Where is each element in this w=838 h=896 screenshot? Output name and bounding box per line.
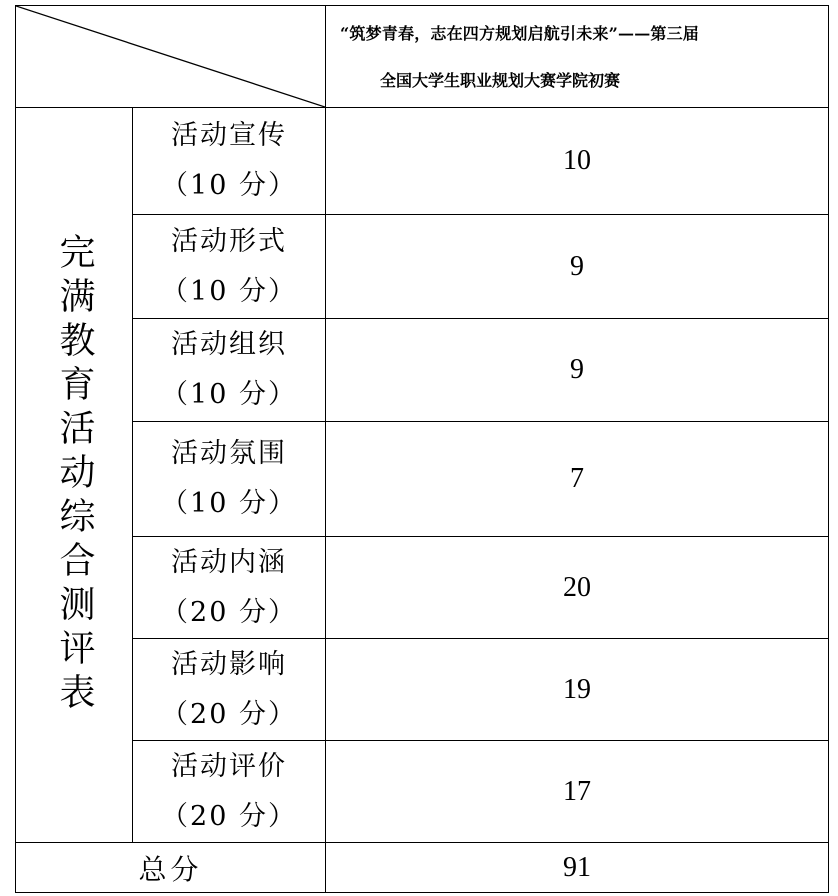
score-cell: 9 — [326, 319, 829, 422]
item-cell — [133, 741, 326, 843]
score-cell: 7 — [326, 422, 829, 537]
item-max-points: （10 分） — [161, 379, 297, 410]
table-row — [16, 215, 829, 319]
item-cell — [133, 319, 326, 422]
item-cell — [133, 537, 326, 639]
item-cell — [133, 639, 326, 741]
item-max-points: （20 分） — [161, 596, 297, 628]
evaluation-table — [15, 5, 829, 893]
diagonal-line — [16, 6, 325, 107]
score-cell: 9 — [326, 215, 829, 319]
item-name: 活动形式 — [171, 225, 287, 257]
item-name: 活动宣传 — [171, 120, 287, 151]
item-name: 活动氛围 — [171, 438, 287, 469]
item-max-points: （10 分） — [161, 488, 297, 519]
item-cell — [133, 215, 326, 319]
total-value: 91 — [326, 843, 829, 893]
table-row — [16, 639, 829, 741]
table-row — [16, 537, 829, 639]
total-row — [16, 843, 829, 893]
header-row — [16, 6, 829, 108]
table-row — [16, 319, 829, 422]
item-max-points: （20 分） — [161, 698, 297, 730]
item-name: 活动影响 — [171, 648, 287, 680]
diagonal-header-cell — [16, 6, 326, 108]
total-label: 总分 — [16, 843, 326, 893]
score-cell: 17 — [326, 741, 829, 843]
table-row — [16, 108, 829, 215]
item-max-points: （10 分） — [161, 170, 297, 201]
competition-title-line2: 全国大学生职业规划大赛学院初赛 — [380, 70, 621, 90]
side-title: 完满教育活动综合测评表 — [54, 233, 95, 717]
competition-title-line1: “筑梦青春，志在四方规划启航引未来”——第三届 — [340, 23, 700, 43]
item-max-points: （20 分） — [161, 800, 297, 832]
evaluation-sheet — [15, 5, 828, 891]
score-cell: 19 — [326, 639, 829, 741]
item-max-points: （10 分） — [161, 275, 297, 307]
item-cell — [133, 108, 326, 215]
score-cell: 10 — [326, 108, 829, 215]
item-name: 活动评价 — [171, 750, 287, 782]
item-name: 活动内涵 — [171, 546, 287, 578]
score-cell: 20 — [326, 537, 829, 639]
competition-title-cell — [326, 6, 829, 108]
item-cell — [133, 422, 326, 537]
table-row — [16, 741, 829, 843]
table-row — [16, 422, 829, 537]
item-name: 活动组织 — [171, 329, 287, 360]
side-title-cell — [16, 108, 133, 843]
